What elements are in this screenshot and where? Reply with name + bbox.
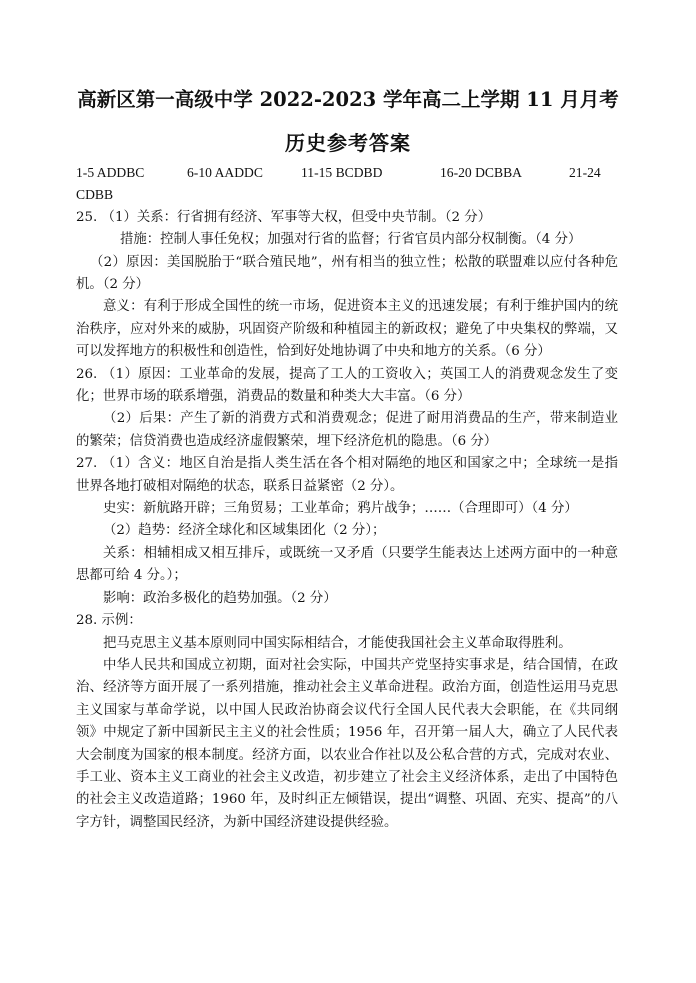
q25-significance: 意义：有利于形成全国性的统一市场，促进资本主义的迅速发展；有利于维护国内的统治秩序，应对外来的威胁，巩固资产阶级和种植园主的新政权；避免了中央集权的弊端，又可以发挥地方的积极性和创造性，恰到好处地协调了中央和地方的关系。（6 分） bbox=[76, 299, 618, 360]
choice-answer-group: CDBB bbox=[76, 187, 114, 203]
q27-relation: 关系：相辅相成又相互排斥，或既统一又矛盾（只要学生能表达上述两方面中的一种意思都可给 4 分。）； bbox=[76, 545, 618, 584]
q25-part1: 25. （1）关系：行省拥有经济、军事等大权，但受中央节制。（2 分） bbox=[76, 209, 492, 225]
q27-part1: 27. （1）含义：地区自治是指人类生活在各个相对隔绝的地区和国家之中；全球统一是指世界各地打破相对隔绝的状态，联系日益紧密（2 分）。 bbox=[76, 456, 618, 494]
q27-impact: 影响：政治多极化的趋势加强。（2 分） bbox=[103, 590, 337, 606]
choice-answer-group: 16-20 DCBBA bbox=[440, 165, 522, 180]
answer-content bbox=[76, 162, 618, 834]
choice-answers-row bbox=[76, 162, 618, 184]
q25-measures: 措施：控制人事任免权；加强对行省的监督；行省官员内部分权制衡。（4 分） bbox=[120, 232, 582, 248]
q26-part1: 26. （1）原因：工业革命的发展，提高了工人的工资收入；英国工人的消费观念发生了变化；世界市场的联系增强，消费品的数量和种类大大丰富。（6 分） bbox=[76, 366, 618, 405]
q26-part2: （2）后果：产生了新的消费方式和消费观念；促进了耐用消费品的生产，带来制造业的繁荣；信贷消费也造成经济虚假繁荣，埋下经济危机的隐患。（6 分） bbox=[76, 411, 618, 449]
q28-label: 28. 示例： bbox=[76, 613, 142, 629]
q28-essay-body: 中华人民共和国成立初期，面对社会实际，中国共产党坚持实事求是，结合国情，在政治、经济等方面开展了一系列措施，推动社会主义革命进程。政治方面，创造性运用马克思主义国家与革命学说，以中国人民政治协商会议代行全国人民代表大会职能，在《共同纲领》中规定了新中国新民主主义的社会性质；1956 年，召开第一届人大，确立了人民代表大会制度为国家的根本制度。经济方面，以农业合作社以及公私合营的方式，完成对农业、手工业、资本主义工商业的社会主义改造，初步建立了社会主义经济体系，走出了中国特色的社会主义改造道路；1960 年，及时纠正左倾错误，提出“调整、巩固、充实、提高”的八字方针，调整国民经济，为新中国经济建设提供经验。 bbox=[76, 657, 618, 830]
page-title: 高新区第一高级中学 2022-2023 学年高二上学期 11 月月考 bbox=[77, 88, 619, 111]
choice-answer-group: 21-24 bbox=[569, 165, 601, 180]
choice-answer-group: 11-15 BCDBD bbox=[301, 165, 383, 180]
q27-trend: （2）趋势：经济全球化和区域集团化（2 分）； bbox=[103, 523, 386, 539]
page-subtitle: 历史参考答案 bbox=[285, 131, 411, 155]
q27-historical-facts: 史实：新航路开辟；三角贸易；工业革命；鸦片战争；……（合理即可）（4 分） bbox=[103, 501, 578, 517]
choice-answer-group: 1-5 ADDBC bbox=[76, 165, 145, 180]
choice-answers-row bbox=[76, 184, 618, 206]
q28-thesis: 把马克思主义基本原则同中国实际相结合，才能使我国社会主义革命取得胜利。 bbox=[103, 635, 572, 651]
q25-part2: （2）原因：美国脱胎于“联合殖民地”，州有相当的独立性；松散的联盟难以应付各种危机。（2 分） bbox=[76, 254, 618, 292]
choice-answer-group: 6-10 AADDC bbox=[187, 165, 263, 180]
